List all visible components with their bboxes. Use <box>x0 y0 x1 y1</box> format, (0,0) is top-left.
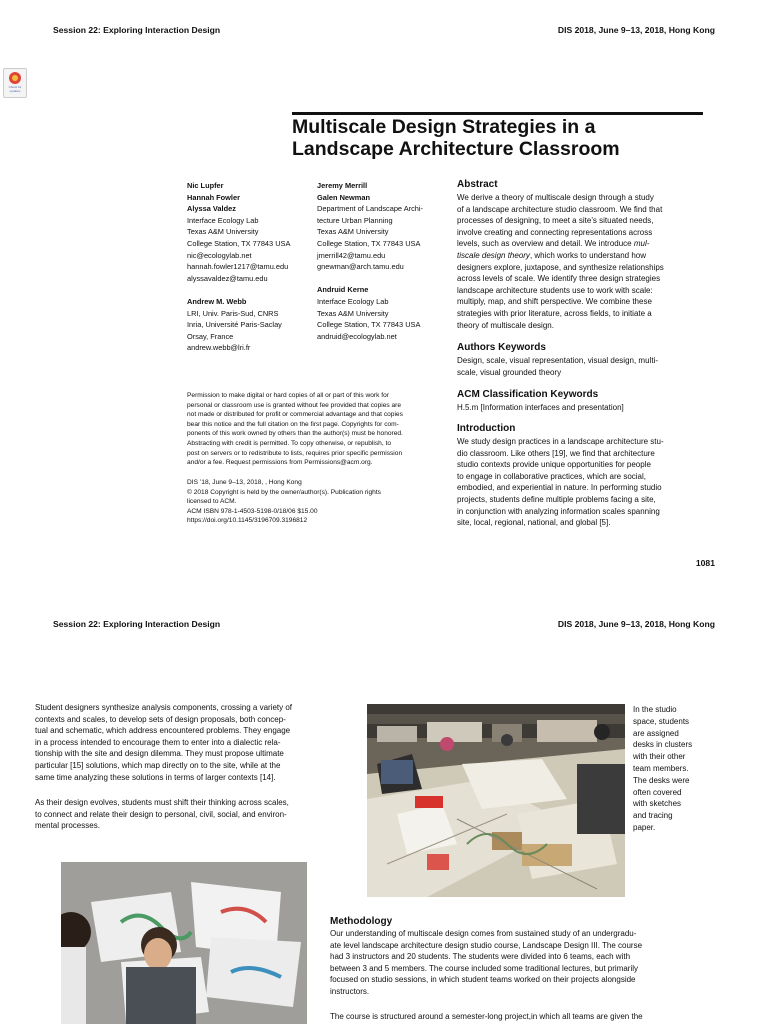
author-affiliation: LRI, Univ. Paris-Sud, CNRS <box>187 308 279 318</box>
keywords-heading: Authors Keywords <box>457 342 546 353</box>
permission-line: ponents of this work owned by others than the author(s) must be honored. <box>187 430 403 438</box>
abstract-line: processes of designing, to meet a site’s situated needs, <box>457 216 654 226</box>
author-affiliation: nic@ecologylab.net <box>187 250 252 260</box>
keywords-line: Design, scale, visual representation, visual design, multi- <box>457 356 658 365</box>
author-name: Andrew M. Webb <box>187 296 247 306</box>
methodology-line: between 3 and 5 members. The course included some traditional lectures, but primarily <box>330 963 639 973</box>
copyright-line: DIS ’18, June 9–13, 2018, , Hong Kong <box>187 479 302 486</box>
author-name: Galen Newman <box>317 192 370 202</box>
caption-line: In the studio <box>633 705 677 714</box>
paragraph-line: mental processes. <box>35 821 100 831</box>
title-line-2: Landscape Architecture Classroom <box>292 138 620 160</box>
author-affiliation: College Station, TX 77843 USA <box>317 238 421 248</box>
paragraph-line: tual and schematic, which address encountered problems. They engage <box>35 726 291 736</box>
paragraph-line: particular [15] solutions, which map directly on to the site, while at the <box>35 760 281 770</box>
body-paragraph-2 <box>35 797 345 832</box>
page1-header-left: Session 22: Exploring Interaction Design <box>53 25 221 35</box>
methodology-line: had 3 instructors and 20 students. The students were divided into 6 teams, each with <box>330 952 631 962</box>
paper-title <box>292 116 620 160</box>
copyright-line: https://doi.org/10.1145/3196709.3196812 <box>187 517 308 525</box>
caption-line: are assigned <box>633 728 679 738</box>
introduction-line: projects, students define multiple problems facing a site, <box>457 494 656 504</box>
photo-caption <box>633 704 713 834</box>
author-affiliation: gnewman@arch.tamu.edu <box>317 262 404 272</box>
author-affiliation: andruid@ecologylab.net <box>317 331 397 341</box>
copyright-line: © 2018 Copyright is held by the owner/author(s). Publication rights <box>187 488 381 496</box>
authors-column-2 <box>317 180 447 342</box>
caption-line: desks in clusters <box>633 740 693 750</box>
permission-line: personal or classroom use is granted without fee provided that copies are <box>187 401 402 409</box>
author-affiliation: Texas A&M University <box>317 308 389 318</box>
caption-line: The desks were <box>633 775 690 785</box>
author-name: Alyssa Valdez <box>187 204 236 214</box>
copyright-notice <box>187 478 449 526</box>
introduction-line: studio contexts provide unique opportunities for people <box>457 460 651 470</box>
author-affiliation: Department of Landscape Archi- <box>317 204 423 214</box>
methodology-continuation: The course is structured around a semester-long project,in which all teams are given the <box>330 1012 643 1021</box>
keywords-text <box>457 355 707 378</box>
caption-line: paper. <box>633 822 656 832</box>
page2-header-right: DIS 2018, June 9–13, 2018, Hong Kong <box>557 619 715 629</box>
introduction-heading: Introduction <box>457 423 516 434</box>
abstract-text <box>457 192 707 331</box>
page2-header-left: Session 22: Exploring Interaction Design <box>53 619 221 629</box>
introduction-line: dio classroom. Like others [19], we find that architecture <box>457 448 655 458</box>
badge-label: Check for updates <box>8 85 22 93</box>
acm-section <box>457 389 707 414</box>
caption-line: often covered <box>633 787 682 797</box>
abstract-line: We derive a theory of multiscale design through a study <box>457 193 654 202</box>
abstract-line: levels, such as overview and detail. We introduce mul- <box>457 239 650 249</box>
author-affiliation <box>187 284 312 296</box>
methodology-line: Our understanding of multiscale design comes from sustained study of an undergradu- <box>330 929 637 938</box>
author-affiliation <box>317 273 447 285</box>
author-affiliation: tecture Urban Planning <box>317 215 393 225</box>
permission-line: post on servers or to redistribute to lists, requires prior specific permission <box>187 449 403 457</box>
introduction-line: in conjunction with analyzing information scales spanning <box>457 506 660 516</box>
introduction-line: to engage in collaborative practices, which are social, <box>457 471 646 481</box>
introduction-text <box>457 436 707 529</box>
author-affiliation: Orsay, France <box>187 331 234 341</box>
page1-header-right: DIS 2018, June 9–13, 2018, Hong Kong <box>557 25 715 35</box>
page-number: 1081 <box>695 558 715 568</box>
paragraph-line: to connect and relate their design to personal, civil, social, and environ- <box>35 809 287 819</box>
methodology-line: focused on studio sessions, in which student teams worked on their projects alongside <box>330 975 636 985</box>
author-name: Hannah Fowler <box>187 192 240 202</box>
author-affiliation: Inria, Université Paris-Saclay <box>187 320 282 330</box>
caption-line: and tracing <box>633 811 673 821</box>
methodology-line: ate level landscape architecture design studio course, Landscape Design III. The course <box>330 940 643 950</box>
methodology-line: instructors. <box>330 986 370 996</box>
author-affiliation: College Station, TX 77843 USA <box>317 320 421 330</box>
author-affiliation: andrew.webb@lri.fr <box>187 343 251 353</box>
check-for-updates-badge[interactable] <box>3 68 27 98</box>
abstract-line: multiply, map, and shift perspective. We combine these <box>457 297 652 307</box>
studio-photo <box>367 704 625 897</box>
authors-column-1 <box>187 180 312 354</box>
methodology-text <box>330 928 710 998</box>
paragraph-line: Student designers synthesize analysis components, crossing a variety of <box>35 703 293 712</box>
paragraph-line: same time analyzing these solutions in terms of larger contexts [14]. <box>35 772 276 782</box>
abstract-line: strategies with prior literature, across fields, to initiate a <box>457 308 652 318</box>
abstract-line: landscape architecture students use to work with scale: <box>457 285 653 295</box>
permission-line: Abstracting with credit is permitted. To copy otherwise, or republish, to <box>187 439 392 447</box>
title-rule <box>292 112 703 115</box>
keywords-line: scale, visual grounded theory <box>457 367 562 377</box>
author-affiliation: Interface Ecology Lab <box>317 296 389 306</box>
abstract-line: designers explore, juxtapose, and synthesize relationships <box>457 262 664 272</box>
permission-line: bear this notice and the full citation on the first page. Copyrights for com- <box>187 420 399 428</box>
body-paragraph-1 <box>35 702 345 783</box>
paragraph-line: As their design evolves, students must shift their thinking across scales, <box>35 798 289 807</box>
abstract-section <box>457 179 707 331</box>
abstract-line: theory of multiscale design. <box>457 320 554 330</box>
introduction-section <box>457 423 707 529</box>
abstract-line: of a landscape architecture studio classroom. We find that <box>457 204 663 214</box>
introduction-line: We study design practices in a landscape architecture stu- <box>457 437 664 446</box>
maps-photo <box>61 862 307 1024</box>
author-affiliation: alyssavaldez@tamu.edu <box>187 273 268 283</box>
caption-line: space, students <box>633 716 690 726</box>
author-name: Nic Lupfer <box>187 181 224 190</box>
paragraph-line: contexts and scales, to develop sets of design proposals, both concep- <box>35 714 286 724</box>
author-affiliation: Interface Ecology Lab <box>187 215 259 225</box>
author-affiliation: College Station, TX 77843 USA <box>187 238 291 248</box>
abstract-line: across levels of scale. We identify three design strategies <box>457 274 661 284</box>
author-name: Jeremy Merrill <box>317 181 368 190</box>
permission-line: and/or a fee. Request permissions from Permissions@acm.org. <box>187 459 373 467</box>
keywords-section <box>457 342 707 378</box>
author-affiliation: jmerrill42@tamu.edu <box>317 250 386 260</box>
caption-line: team members. <box>633 763 689 773</box>
introduction-line: site, local, regional, national, and global [5]. <box>457 518 611 528</box>
methodology-heading: Methodology <box>330 916 393 927</box>
introduction-line: embodied, and experiential in nature. In performing studio <box>457 483 662 493</box>
copyright-line: ACM ISBN 978-1-4503-5198-0/18/06 $15.00 <box>187 507 318 515</box>
methodology-section <box>330 916 710 998</box>
author-affiliation: Texas A&M University <box>317 227 389 237</box>
author-affiliation: Texas A&M University <box>187 227 259 237</box>
author-name: Andruid Kerne <box>317 285 369 295</box>
acm-text: H.5.m [Information interfaces and presentation] <box>457 403 624 412</box>
paragraph-line: in a process intended to encourage them to enter into a dialectic rela- <box>35 737 281 747</box>
author-affiliation: hannah.fowler1217@tamu.edu <box>187 262 289 272</box>
copyright-line: licensed to ACM. <box>187 498 237 506</box>
paragraph-line: tionship with the site and design dilemma. They must propose ultimate <box>35 749 284 759</box>
title-line-1: Multiscale Design Strategies in a <box>292 116 596 138</box>
permission-notice <box>187 391 449 468</box>
abstract-heading: Abstract <box>457 179 498 190</box>
abstract-line: tiscale design theory, which works to understand how <box>457 250 646 260</box>
permission-line: Permission to make digital or hard copies of all or part of this work for <box>187 392 389 399</box>
caption-line: with their other <box>633 752 686 762</box>
caption-line: with sketches <box>633 799 682 809</box>
update-icon <box>9 72 21 84</box>
abstract-line: involve creating and connecting representations across <box>457 227 653 237</box>
permission-line: not made or distributed for profit or commercial advantage and that copies <box>187 411 403 419</box>
acm-heading: ACM Classification Keywords <box>457 389 599 400</box>
